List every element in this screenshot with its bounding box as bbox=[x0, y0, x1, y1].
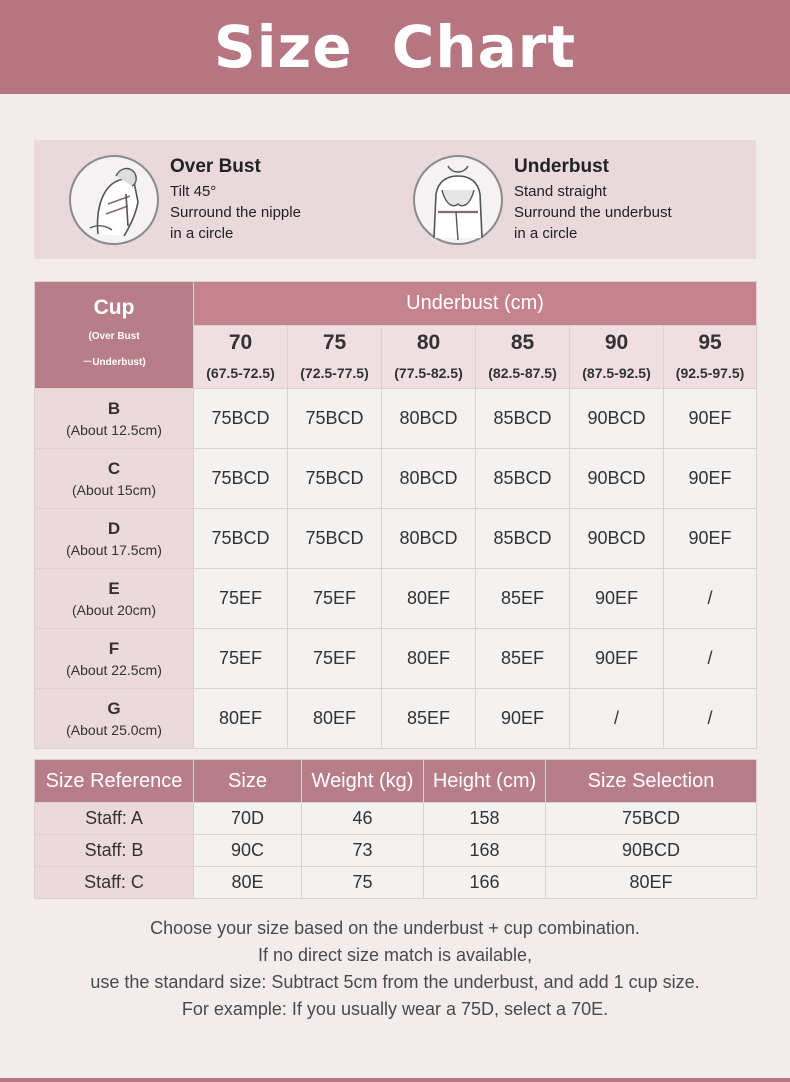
size-cell: 85EF bbox=[476, 629, 570, 689]
reference-cell: 46 bbox=[302, 803, 424, 835]
cup-row-header bbox=[35, 449, 194, 509]
over-bust-title: Over Bust bbox=[170, 156, 261, 177]
cup-sub-line: (Over Bust bbox=[88, 331, 140, 342]
size-cell: 80EF bbox=[382, 569, 476, 629]
table-row bbox=[35, 867, 757, 899]
size-cell: 80BCD bbox=[382, 389, 476, 449]
note-line: For example: If you usually wear a 75D, select a 70E. bbox=[181, 999, 609, 1019]
over-bust-guide bbox=[68, 140, 301, 259]
over-bust-line: Surround the nipple bbox=[170, 204, 301, 221]
size-range: (82.5-87.5) bbox=[488, 365, 557, 381]
cup-about: (About 15cm) bbox=[71, 481, 157, 498]
size-cell: 75BCD bbox=[194, 449, 288, 509]
size-column-header bbox=[570, 326, 664, 389]
reference-cell: 75BCD bbox=[546, 803, 757, 835]
size-cell: 80EF bbox=[194, 689, 288, 749]
size-cell: / bbox=[664, 629, 757, 689]
reference-header-cell: Weight (kg) bbox=[302, 760, 424, 803]
cup-row-header bbox=[35, 569, 194, 629]
size-cell: 90BCD bbox=[570, 389, 664, 449]
size-cell: 85EF bbox=[382, 689, 476, 749]
size-number: 95 bbox=[698, 331, 722, 354]
size-cell: 85BCD bbox=[476, 389, 570, 449]
underbust-line: Stand straight bbox=[514, 183, 607, 200]
bottom-divider bbox=[0, 1078, 790, 1082]
size-cell: 75EF bbox=[194, 569, 288, 629]
reference-header-cell: Size Reference bbox=[35, 760, 194, 803]
reference-cell: 90C bbox=[194, 835, 302, 867]
cup-header bbox=[35, 282, 194, 389]
size-cell: / bbox=[664, 689, 757, 749]
size-cell: 90BCD bbox=[570, 449, 664, 509]
size-column-header bbox=[194, 326, 288, 389]
size-cell: 90EF bbox=[476, 689, 570, 749]
cup-row-header bbox=[35, 629, 194, 689]
over-bust-illustration-icon bbox=[68, 154, 160, 246]
reference-cell: 70D bbox=[194, 803, 302, 835]
table-row bbox=[35, 803, 757, 835]
sizing-notes bbox=[0, 915, 790, 1023]
size-cell: 75EF bbox=[288, 629, 382, 689]
reference-cell: 80EF bbox=[546, 867, 757, 899]
reference-cell: 168 bbox=[424, 835, 546, 867]
size-column-header bbox=[476, 326, 570, 389]
note-line: use the standard size: Subtract 5cm from the underbust, and add 1 cup size. bbox=[90, 972, 700, 992]
table-row bbox=[35, 509, 757, 569]
underbust-illustration-icon bbox=[412, 154, 504, 246]
cup-row-header bbox=[35, 509, 194, 569]
reference-cell: 166 bbox=[424, 867, 546, 899]
reference-cell: 90BCD bbox=[546, 835, 757, 867]
underbust-text bbox=[514, 155, 672, 244]
note-line: If no direct size match is available, bbox=[257, 945, 533, 965]
reference-header-cell: Height (cm) bbox=[424, 760, 546, 803]
reference-cell: 80E bbox=[194, 867, 302, 899]
underbust-line: in a circle bbox=[514, 225, 578, 242]
cup-row-header bbox=[35, 689, 194, 749]
size-column-header bbox=[382, 326, 476, 389]
size-cell: 90EF bbox=[664, 509, 757, 569]
cup-letter: C bbox=[107, 458, 121, 478]
table-row bbox=[35, 569, 757, 629]
size-number: 85 bbox=[510, 331, 535, 354]
size-number: 90 bbox=[604, 331, 629, 354]
size-cell: 80EF bbox=[382, 629, 476, 689]
size-cell: 75BCD bbox=[194, 389, 288, 449]
size-cell: 90EF bbox=[664, 389, 757, 449]
reference-cell: 158 bbox=[424, 803, 546, 835]
size-cell: 90EF bbox=[664, 449, 757, 509]
size-cell: 75BCD bbox=[194, 509, 288, 569]
size-reference-table bbox=[34, 759, 757, 899]
size-cell: 75BCD bbox=[288, 389, 382, 449]
size-cell: 80EF bbox=[288, 689, 382, 749]
cup-about: (About 20cm) bbox=[71, 601, 157, 618]
size-cell: 80BCD bbox=[382, 449, 476, 509]
over-bust-line: in a circle bbox=[170, 225, 234, 242]
underbust-line: Surround the underbust bbox=[514, 204, 672, 221]
size-number: 70 bbox=[228, 331, 253, 354]
underbust-title: Underbust bbox=[514, 156, 609, 177]
cup-sub-line: －Underbust) bbox=[82, 357, 146, 368]
reference-header-cell: Size Selection bbox=[546, 760, 757, 803]
cup-sub-label bbox=[35, 324, 193, 376]
size-cell: 90BCD bbox=[570, 509, 664, 569]
size-cell: 85EF bbox=[476, 569, 570, 629]
cup-about: (About 25.0cm) bbox=[66, 721, 162, 738]
over-bust-text bbox=[170, 155, 301, 244]
size-number: 80 bbox=[416, 331, 441, 354]
table-row bbox=[35, 835, 757, 867]
size-range: (77.5-82.5) bbox=[394, 365, 463, 381]
size-cell: 85BCD bbox=[476, 509, 570, 569]
over-bust-line: Tilt 45° bbox=[170, 183, 217, 200]
size-cell: 80BCD bbox=[382, 509, 476, 569]
table-row bbox=[35, 389, 757, 449]
cup-row-header bbox=[35, 389, 194, 449]
size-column-header bbox=[664, 326, 757, 389]
size-range: (92.5-97.5) bbox=[675, 365, 745, 381]
reference-cell: 75 bbox=[302, 867, 424, 899]
cup-letter: D bbox=[107, 518, 121, 538]
size-number: 75 bbox=[322, 331, 347, 354]
size-range: (72.5-77.5) bbox=[300, 365, 369, 381]
measurement-guide bbox=[34, 140, 756, 259]
cup-about: (About 22.5cm) bbox=[66, 661, 162, 678]
note-line: Choose your size based on the underbust + cup combination. bbox=[150, 918, 640, 938]
size-cell: 85BCD bbox=[476, 449, 570, 509]
cup-about: (About 17.5cm) bbox=[66, 541, 162, 558]
table-row bbox=[35, 629, 757, 689]
staff-label: Staff: A bbox=[35, 803, 194, 835]
cup-letter: G bbox=[107, 698, 121, 718]
size-table bbox=[34, 281, 757, 749]
size-cell: / bbox=[664, 569, 757, 629]
reference-cell: 73 bbox=[302, 835, 424, 867]
size-cell: 75EF bbox=[288, 569, 382, 629]
staff-label: Staff: C bbox=[35, 867, 194, 899]
underbust-header: Underbust (cm) bbox=[194, 282, 757, 326]
table-row bbox=[35, 449, 757, 509]
cup-letter: B bbox=[107, 398, 121, 418]
size-cell: 75BCD bbox=[288, 509, 382, 569]
cup-letter: F bbox=[108, 638, 120, 658]
size-cell: 90EF bbox=[570, 569, 664, 629]
staff-label: Staff: B bbox=[35, 835, 194, 867]
size-cell: 90EF bbox=[570, 629, 664, 689]
size-cell: 75BCD bbox=[288, 449, 382, 509]
size-cell: 75EF bbox=[194, 629, 288, 689]
cup-about: (About 12.5cm) bbox=[66, 421, 162, 438]
cup-label: Cup bbox=[93, 296, 135, 319]
size-range: (87.5-92.5) bbox=[582, 365, 651, 381]
cup-letter: E bbox=[108, 578, 120, 598]
underbust-guide bbox=[412, 140, 672, 259]
size-column-header bbox=[288, 326, 382, 389]
page-title: Size Chart bbox=[213, 13, 577, 81]
size-cell: / bbox=[570, 689, 664, 749]
table-row bbox=[35, 689, 757, 749]
size-range: (67.5-72.5) bbox=[206, 365, 275, 381]
reference-header-row bbox=[35, 760, 757, 803]
reference-header-cell: Size bbox=[194, 760, 302, 803]
header-banner bbox=[0, 0, 790, 94]
